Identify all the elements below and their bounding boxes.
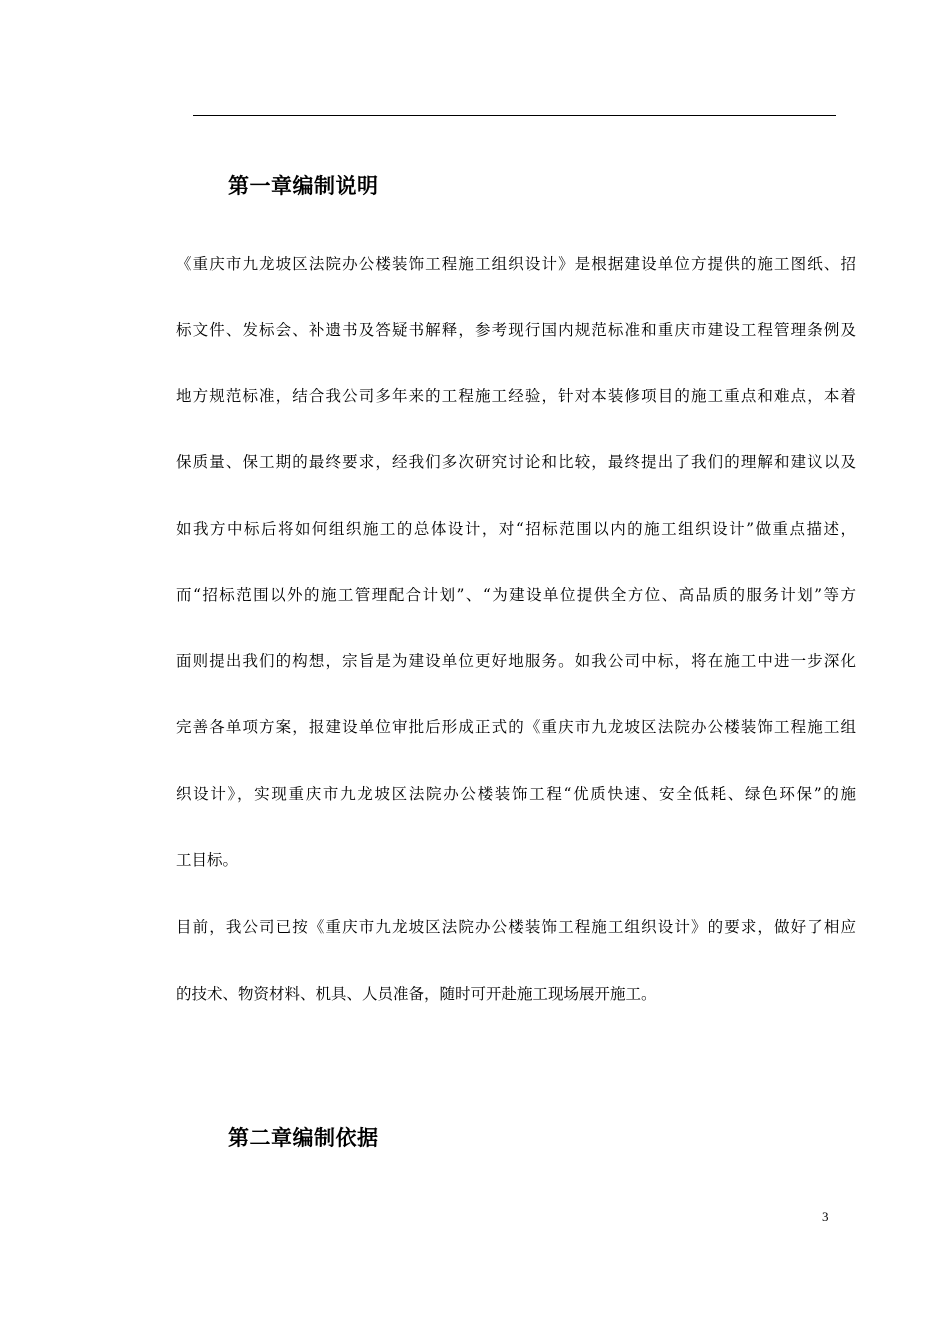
paragraph-line: 标文件、发标会、补遗书及答疑书解释，参考现行国内规范标准和重庆市建设工程管理条例及 <box>176 321 856 339</box>
chapter-1-title: 第一章编制说明 <box>228 174 379 198</box>
paragraph-line: 而“招标范围以外的施工管理配合计划”、“为建设单位提供全方位、高品质的服务计划”等方 <box>176 586 856 604</box>
paragraph-line: 面则提出我们的构想，宗旨是为建设单位更好地服务。如我公司中标，将在施工中进一步深化 <box>176 652 856 670</box>
paragraph-line: 工目标。 <box>176 851 239 869</box>
paragraph-line: 目前，我公司已按《重庆市九龙坡区法院办公楼装饰工程施工组织设计》的要求，做好了相应 <box>176 918 856 936</box>
chapter-2-title: 第二章编制依据 <box>228 1126 379 1150</box>
paragraph-line: 地方规范标准，结合我公司多年来的工程施工经验，针对本装修项目的施工重点和难点，本着 <box>176 387 856 405</box>
paragraph-line: 如我方中标后将如何组织施工的总体设计，对“招标范围以内的施工组织设计”做重点描述， <box>176 520 856 538</box>
page-number: 3 <box>822 1209 829 1224</box>
paragraph-line: 保质量、保工期的最终要求，经我们多次研究讨论和比较，最终提出了我们的理解和建议以及 <box>176 453 856 471</box>
paragraph-line: 《重庆市九龙坡区法院办公楼装饰工程施工组织设计》是根据建设单位方提供的施工图纸、招 <box>176 255 856 273</box>
paragraph-line: 织设计》，实现重庆市九龙坡区法院办公楼装饰工程“优质快速、安全低耗、绿色环保”的施 <box>176 785 856 803</box>
paragraph-line: 完善各单项方案，报建设单位审批后形成正式的《重庆市九龙坡区法院办公楼装饰工程施工组 <box>176 718 856 736</box>
paragraph-line: 的技术、物资材料、机具、人员准备，随时可开赴施工现场展开施工。 <box>176 985 657 1003</box>
header-rule <box>193 115 836 116</box>
